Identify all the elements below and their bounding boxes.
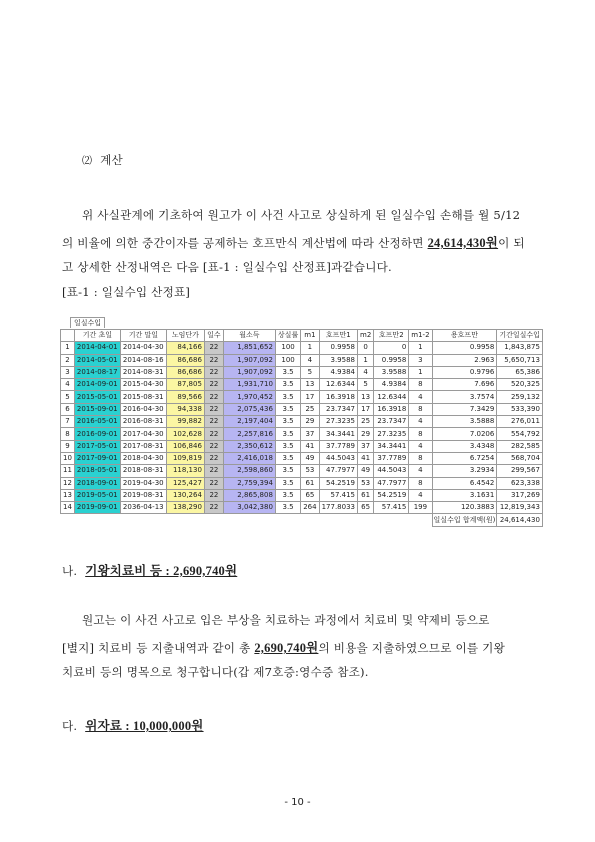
table-row	[61, 428, 543, 440]
table-cell: 177.8033	[319, 502, 357, 514]
table-cell: 2016-05-01	[74, 416, 120, 428]
table-row	[61, 440, 543, 452]
section-na-title: 기왕치료비 등 : 2,690,740원	[85, 564, 238, 578]
table-cell: 7.3429	[432, 403, 497, 415]
table-header: 기간일실수입	[497, 330, 543, 342]
table-cell: 89,566	[166, 391, 204, 403]
table-cell: 568,704	[497, 452, 543, 464]
table-cell: 2,075,436	[223, 403, 275, 415]
table-cell: 22	[204, 354, 223, 366]
table-cell: 118,130	[166, 465, 204, 477]
table-cell: 125,427	[166, 477, 204, 489]
table-cell: 1,931,710	[223, 379, 275, 391]
table-cell: 4	[409, 489, 432, 501]
table-cell: 2016-04-30	[120, 403, 166, 415]
table-header: 용호프만	[432, 330, 497, 342]
table-cell: 8	[61, 428, 75, 440]
table-cell: 23.7347	[374, 416, 409, 428]
table-cell: 5	[301, 366, 319, 378]
table-cell: 4	[409, 440, 432, 452]
paragraph-1-line-1: 위 사실관계에 기초하여 원고가 이 사건 사고로 상실하게 된 일실수입 손해를 월 5/12	[82, 208, 521, 222]
table-cell: 2015-04-30	[120, 379, 166, 391]
table-cell: 3.5	[275, 416, 300, 428]
table-header: m1-2	[409, 330, 432, 342]
table-cell: 22	[204, 416, 223, 428]
table-header-row	[61, 330, 543, 342]
table-cell: 22	[204, 403, 223, 415]
table-cell: 12	[61, 477, 75, 489]
table-cell: 8	[409, 452, 432, 464]
table-cell: 2,598,860	[223, 465, 275, 477]
table-cell: 5	[358, 379, 374, 391]
table-header: 기간 초일	[74, 330, 120, 342]
table-cell: 3.5	[275, 366, 300, 378]
table-cell: 86,686	[166, 354, 204, 366]
table-cell: 54.2519	[374, 489, 409, 501]
table-cell: 34.3441	[374, 440, 409, 452]
table-cell: 100	[275, 354, 300, 366]
table-cell: 22	[204, 465, 223, 477]
table-cell: 22	[204, 428, 223, 440]
section-da-marker: 다.	[62, 719, 78, 733]
table-cell: 259,132	[497, 391, 543, 403]
table-cell: 37.7789	[374, 452, 409, 464]
table-row	[61, 354, 543, 366]
table-row	[61, 416, 543, 428]
paragraph-1-line-3: 고 상세한 산정내역은 다음 [표-1 : 일실수입 산정표]과같습니다.	[62, 260, 392, 274]
table-cell: 3,042,380	[223, 502, 275, 514]
table-cell: 3.9588	[374, 366, 409, 378]
section-2-heading	[82, 152, 123, 168]
table-cell: 2016-09-01	[74, 428, 120, 440]
table-cell: 49	[301, 452, 319, 464]
table-cell: 25	[358, 416, 374, 428]
table-cell: 299,567	[497, 465, 543, 477]
table-cell: 1,907,092	[223, 366, 275, 378]
table-cell: 3.5	[275, 489, 300, 501]
table-cell: 2017-08-31	[120, 440, 166, 452]
table-cell: 27.3235	[374, 428, 409, 440]
table-cell: 54.2519	[319, 477, 357, 489]
table-cell: 22	[204, 391, 223, 403]
table-cell: 37.7789	[319, 440, 357, 452]
table-cell: 7.0206	[432, 428, 497, 440]
section-da-heading	[62, 716, 204, 734]
table-caption: [표-1 : 일실수입 산정표]	[62, 285, 191, 299]
table-cell: 13	[301, 379, 319, 391]
table-cell: 22	[204, 366, 223, 378]
table-cell: 3.5	[275, 391, 300, 403]
table-cell: 1	[301, 342, 319, 354]
table-cell: 4.9384	[374, 379, 409, 391]
table-cell: 1	[61, 342, 75, 354]
paragraph-1-line-2	[62, 233, 525, 251]
table-cell: 7.696	[432, 379, 497, 391]
table-cell: 0.9796	[432, 366, 497, 378]
table-cell: 2036-04-13	[120, 502, 166, 514]
table-cell: 5,650,713	[497, 354, 543, 366]
table-cell: 7	[61, 416, 75, 428]
table-cell: 2014-08-16	[120, 354, 166, 366]
table-cell: 130,264	[166, 489, 204, 501]
lost-income-table	[60, 329, 543, 527]
table-body	[61, 342, 543, 514]
table-cell: 94,338	[166, 403, 204, 415]
table-cell: 0.9958	[319, 342, 357, 354]
table-cell: 3	[61, 366, 75, 378]
table-cell: 2018-09-01	[74, 477, 120, 489]
table-cell: 86,686	[166, 366, 204, 378]
table-header: 노임단가	[166, 330, 204, 342]
table-cell: 22	[204, 379, 223, 391]
table-cell: 2,759,394	[223, 477, 275, 489]
table-cell: 22	[204, 342, 223, 354]
table-cell: 3.5	[275, 403, 300, 415]
paragraph-2-line-2	[62, 638, 505, 656]
table-cell: 0.9958	[432, 342, 497, 354]
table-cell: 57.415	[319, 489, 357, 501]
table-cell: 120.3883	[432, 502, 497, 514]
table-cell: 5	[61, 391, 75, 403]
page-number: - 10 -	[284, 797, 311, 808]
table-cell: 8	[409, 403, 432, 415]
table-cell: 9	[61, 440, 75, 452]
table-row	[61, 465, 543, 477]
table-cell: 3.2934	[432, 465, 497, 477]
table-total-row	[61, 514, 543, 526]
table-cell: 12.6344	[319, 379, 357, 391]
table-cell: 2,257,816	[223, 428, 275, 440]
lost-income-amount: 24,614,430원	[427, 236, 499, 250]
table-cell: 2016-08-31	[120, 416, 166, 428]
section-na-heading	[62, 561, 237, 579]
table-header	[61, 330, 75, 342]
table-cell: 3.4348	[432, 440, 497, 452]
table-cell: 22	[204, 502, 223, 514]
table-cell: 0	[374, 342, 409, 354]
table-cell: 87,805	[166, 379, 204, 391]
table-cell: 2019-05-01	[74, 489, 120, 501]
table-cell: 6.4542	[432, 477, 497, 489]
table-cell: 102,628	[166, 428, 204, 440]
table-cell: 22	[204, 440, 223, 452]
table-cell: 3.9588	[319, 354, 357, 366]
table-cell: 29	[301, 416, 319, 428]
table-cell: 8	[409, 477, 432, 489]
table-cell: 3.5	[275, 502, 300, 514]
table-cell: 65	[301, 489, 319, 501]
table-cell: 138,290	[166, 502, 204, 514]
table-cell: 41	[358, 452, 374, 464]
table-cell: 3.1631	[432, 489, 497, 501]
lost-income-table-wrapper	[60, 310, 543, 527]
table-cell: 3.5	[275, 452, 300, 464]
table-cell: 533,390	[497, 403, 543, 415]
table-cell: 2,350,612	[223, 440, 275, 452]
table-cell: 17	[358, 403, 374, 415]
table-cell: 623,338	[497, 477, 543, 489]
table-row	[61, 477, 543, 489]
table-cell: 25	[301, 403, 319, 415]
table-cell: 1	[409, 342, 432, 354]
table-cell: 6	[61, 403, 75, 415]
table-cell: 3.7574	[432, 391, 497, 403]
paragraph-2-line-1: 원고는 이 사건 사고로 입은 부상을 치료하는 과정에서 치료비 및 약제비 등으로	[82, 613, 490, 627]
table-cell: 264	[301, 502, 319, 514]
table-row	[61, 391, 543, 403]
table-cell: 2	[61, 354, 75, 366]
table-cell: 16.3918	[374, 403, 409, 415]
table-cell: 282,585	[497, 440, 543, 452]
table-tag: 일실수입	[70, 317, 105, 328]
table-cell: 3.5	[275, 477, 300, 489]
table-cell: 49	[358, 465, 374, 477]
table-cell: 1	[409, 366, 432, 378]
table-cell: 3.5	[275, 465, 300, 477]
table-cell: 4.9384	[319, 366, 357, 378]
table-cell: 4	[409, 391, 432, 403]
table-cell: 47.7977	[319, 465, 357, 477]
table-cell: 2,865,808	[223, 489, 275, 501]
table-cell: 2019-04-30	[120, 477, 166, 489]
table-cell: 10	[61, 452, 75, 464]
paragraph-2-text-a: [별지] 치료비 등 지출내역과 같이 총	[62, 641, 255, 655]
table-cell: 1	[358, 354, 374, 366]
table-cell: 2014-09-01	[74, 379, 120, 391]
section-da-title: 위자료 : 10,000,000원	[85, 719, 204, 733]
table-cell: 27.3235	[319, 416, 357, 428]
table-header: 호프만1	[319, 330, 357, 342]
table-cell: 44.5043	[374, 465, 409, 477]
table-cell: 4	[61, 379, 75, 391]
table-cell: 2014-04-30	[120, 342, 166, 354]
table-cell: 2019-08-31	[120, 489, 166, 501]
table-cell: 2018-05-01	[74, 465, 120, 477]
table-cell: 22	[204, 452, 223, 464]
table-cell: 2.963	[432, 354, 497, 366]
paragraph-2-text-b: 의 비용을 지출하였으므로 이를 기왕	[318, 641, 505, 655]
table-cell: 0.9958	[374, 354, 409, 366]
medical-expense-amount: 2,690,740원	[254, 641, 319, 655]
table-header: 기간 말일	[120, 330, 166, 342]
table-cell: 47.7977	[374, 477, 409, 489]
table-cell: 57.415	[374, 502, 409, 514]
table-cell: 2,197,404	[223, 416, 275, 428]
table-cell: 3.5	[275, 440, 300, 452]
table-cell: 2,416,018	[223, 452, 275, 464]
table-cell: 520,325	[497, 379, 543, 391]
table-cell: 84,166	[166, 342, 204, 354]
table-row	[61, 342, 543, 354]
table-cell: 4	[358, 366, 374, 378]
table-cell: 8	[409, 379, 432, 391]
table-row	[61, 403, 543, 415]
table-row	[61, 452, 543, 464]
section-2-title: 계산	[100, 153, 123, 167]
table-cell: 53	[301, 465, 319, 477]
table-cell: 2018-04-30	[120, 452, 166, 464]
table-cell: 1,907,092	[223, 354, 275, 366]
table-cell: 53	[358, 477, 374, 489]
table-cell: 8	[409, 428, 432, 440]
table-cell: 2015-08-31	[120, 391, 166, 403]
table-cell: 2015-05-01	[74, 391, 120, 403]
table-cell: 61	[358, 489, 374, 501]
table-cell: 22	[204, 477, 223, 489]
table-cell: 1,970,452	[223, 391, 275, 403]
table-cell: 2014-08-17	[74, 366, 120, 378]
table-cell: 3	[409, 354, 432, 366]
paragraph-1-text-a: 의 비율에 의한 중간이자를 공제하는 호프만식 계산법에 따라 산정하면	[62, 236, 428, 250]
table-cell: 106,846	[166, 440, 204, 452]
table-header: 호프만2	[374, 330, 409, 342]
total-value: 24,614,430	[497, 514, 543, 526]
table-cell: 13	[358, 391, 374, 403]
table-cell: 2019-09-01	[74, 502, 120, 514]
table-header: m2	[358, 330, 374, 342]
table-cell: 65,386	[497, 366, 543, 378]
table-cell: 12.6344	[374, 391, 409, 403]
table-cell: 4	[301, 354, 319, 366]
table-cell: 317,269	[497, 489, 543, 501]
table-cell: 16.3918	[319, 391, 357, 403]
table-cell: 2014-05-01	[74, 354, 120, 366]
table-cell: 22	[204, 489, 223, 501]
paragraph-1-text-b: 이 되	[498, 236, 525, 250]
table-row	[61, 366, 543, 378]
table-cell: 99,882	[166, 416, 204, 428]
table-cell: 1,851,652	[223, 342, 275, 354]
table-cell: 2014-04-01	[74, 342, 120, 354]
table-cell: 4	[409, 465, 432, 477]
total-label: 일실수입 합계액(원)	[432, 514, 497, 526]
table-cell: 44.5043	[319, 452, 357, 464]
paragraph-2-line-3: 치료비 등의 명목으로 청구합니다(갑 제7호증:영수증 참조).	[62, 665, 369, 679]
table-cell: 13	[61, 489, 75, 501]
table-header: 상실률	[275, 330, 300, 342]
table-row	[61, 502, 543, 514]
table-header: 월소득	[223, 330, 275, 342]
table-cell: 17	[301, 391, 319, 403]
section-na-marker: 나.	[62, 564, 78, 578]
table-cell: 3.5	[275, 428, 300, 440]
table-row	[61, 489, 543, 501]
table-cell: 2017-09-01	[74, 452, 120, 464]
table-cell: 2018-08-31	[120, 465, 166, 477]
table-cell: 11	[61, 465, 75, 477]
table-cell: 37	[301, 428, 319, 440]
table-header: m1	[301, 330, 319, 342]
table-cell: 2014-08-31	[120, 366, 166, 378]
table-cell: 37	[358, 440, 374, 452]
table-cell: 109,819	[166, 452, 204, 464]
table-cell: 23.7347	[319, 403, 357, 415]
table-cell: 6.7254	[432, 452, 497, 464]
table-cell: 14	[61, 502, 75, 514]
table-cell: 12,819,343	[497, 502, 543, 514]
table-cell: 2015-09-01	[74, 403, 120, 415]
table-cell: 276,011	[497, 416, 543, 428]
table-cell: 0	[358, 342, 374, 354]
table-cell: 3.5888	[432, 416, 497, 428]
table-cell: 199	[409, 502, 432, 514]
table-cell: 41	[301, 440, 319, 452]
table-cell: 4	[409, 416, 432, 428]
table-cell: 65	[358, 502, 374, 514]
table-cell: 554,792	[497, 428, 543, 440]
table-cell: 29	[358, 428, 374, 440]
table-header: 일수	[204, 330, 223, 342]
table-cell: 100	[275, 342, 300, 354]
table-cell: 34.3441	[319, 428, 357, 440]
table-cell: 3.5	[275, 379, 300, 391]
table-cell: 2017-04-30	[120, 428, 166, 440]
table-cell: 2017-05-01	[74, 440, 120, 452]
table-row	[61, 379, 543, 391]
table-cell: 1,843,875	[497, 342, 543, 354]
section-2-marker: ⑵	[82, 156, 93, 167]
table-cell: 61	[301, 477, 319, 489]
